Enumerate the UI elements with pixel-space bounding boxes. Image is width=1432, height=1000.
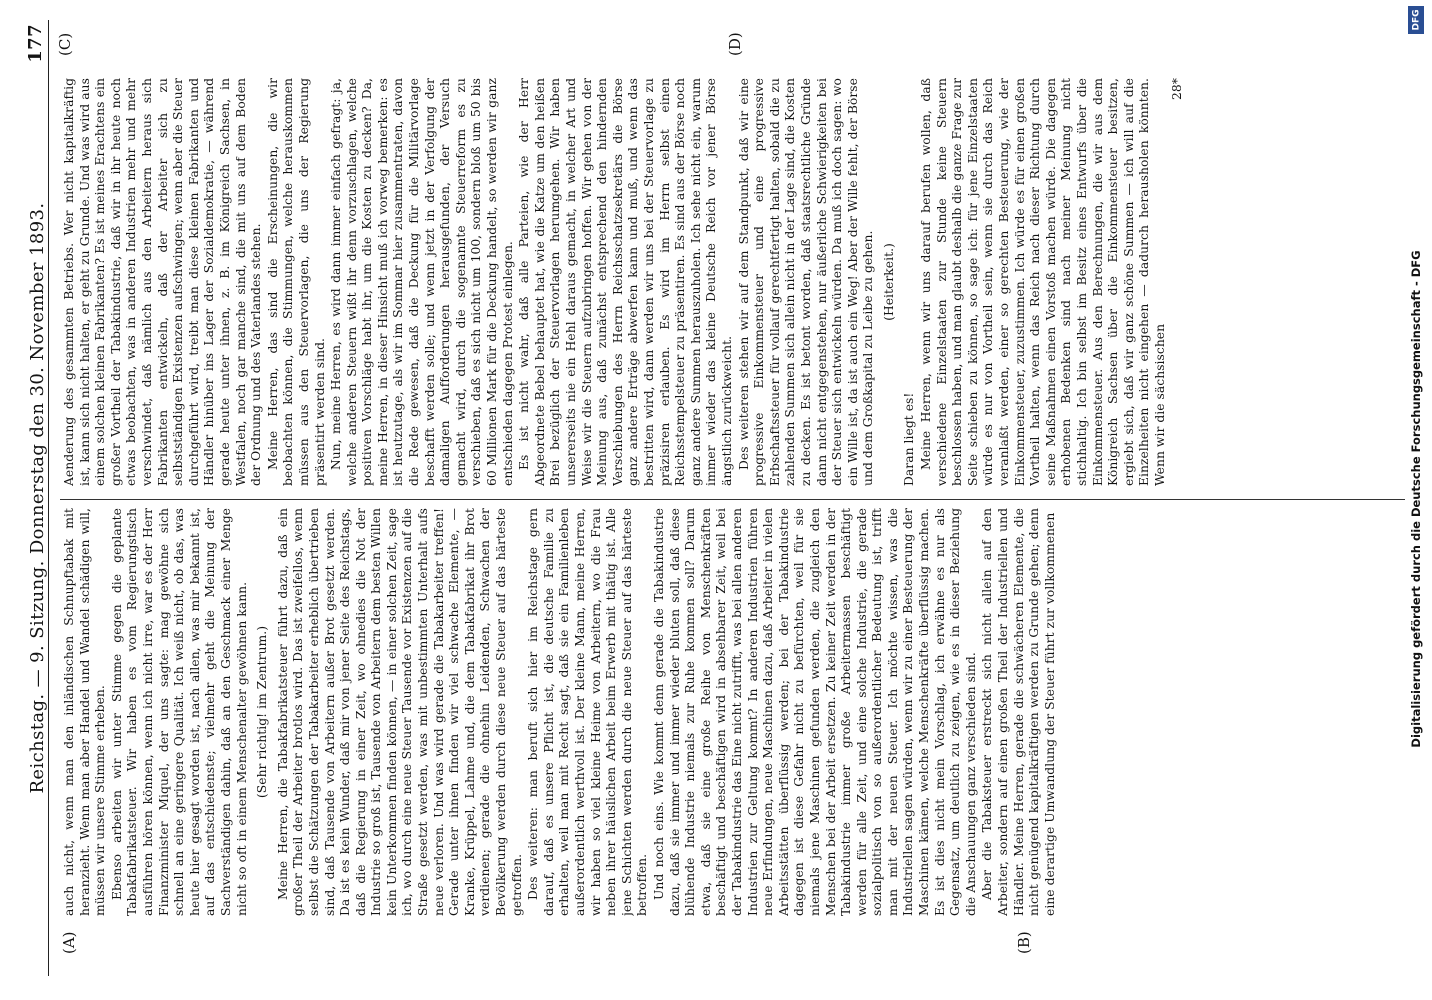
right-column xyxy=(62,78,1407,486)
paragraph: Des weiteren: man beruft sich hier im Reichstage gern darauf, daß es unsere Pflicht ist, die deutsche Familie zu erhalten, weil man mit Recht sagt, daß sie ein Familienleben außerordentlich werthvoll ist. Der kleine Mann, meine Herren, wir haben so viel kleine Heime von Arbeitern, wo die Frau neben ihrer häuslichen Arbeit beim Erwerb mit thätig ist. Alle jene Schichten werden durch die neue Steuer auf das härteste betroffen. xyxy=(526,508,650,916)
paragraph: Nun, meine Herren, es wird dann immer einfach gefragt: ja, welche anderen Steuern wißt ihr denn vorzuschlagen, welche positiven Vorschläge habt ihr, um die Kosten zu decken? Da, meine Herren, in dieser Hinsicht muß ich vorweg bemerken: es ist heutzutage, als wir im Sommar hier zusammentraten, davon die Rede gewesen, daß die Deckung für die Militärvorlage beschafft werden solle; und wenn jetzt in der Verfolgung der damaligen Aufforderungen herausgefunden, der Versuch gemacht wird, durch die sogenannte Steuerreform es zu verschieben, daß es sich nicht um 100, sondern bloß um 50 bis 60 Millionen Mark für die Deckung handelt, so werden wir ganz entschieden dagegen Protest einlegen. xyxy=(329,78,515,486)
margin-letter-b: (B) xyxy=(1015,931,1033,954)
dfg-watermark-text: Digitalisierung gefördert durch die Deutsche Forschungsgemeinschaft - DFG xyxy=(1409,250,1423,748)
rotated-page xyxy=(10,0,1422,1000)
paragraph: Meine Herren, die Tabakfabrikatsteuer führt dazu, daß ein großer Theil der Arbeiter brotlos wird. Das ist zweifellos, wenn selbst die Schätzungen der Tabakarbeiter erheblich übertrieben sind, daß Tausende von Arbeitern außer Brot gesetzt werden. Da ist es kein Wunder, daß mir von jener Seite des Reichstags, daß die Regierung in einer Zeit, wo ohnedies die Not der Industrie so groß ist, Tausende von Arbeitern dem besten Willen kein Unterkommen finden können, — in einer solchen Zeit, sage ich, wo durch eine neue Steuer Tausende vor Existenzen auf die Straße gesetzt werden, was mit unbestimmten Unterhalt aufs neue verloren. Und was wird gerade die Tabakarbeiter treffen! Gerade unter ihnen finden wir viel schwache Elemente, — Kranke, Krüppel, Lahme und, die dem Tabakfabrikat ihr Brot verdienen; gerade die ohnehin Leidenden, Schwachen der Bevölkerung werden durch diese neue Steuer auf das härteste getroffen. xyxy=(275,508,524,916)
margin-letter-c: (C) xyxy=(56,32,74,56)
page-header xyxy=(18,20,49,976)
paragraph: Des weiteren stehen wir auf dem Standpunkt, daß wir eine progressive Einkommensteuer und eine progressive Erbschaftssteuer für vollauf gerechtfertigt halten, sobald die zu zahlenden Summen sich allein nicht in der Lage sind, die Kosten zu decken. Es ist betont worden, daß staatsrechtliche Gründe dann nicht entgegenstehen, nur äußerliche Schwierigkeiten bei der Steuer sich entwickeln würden. Da muß ich doch sagen: wo ein Wille ist, da ist auch ein Weg! Aber der Wille fehlt, der Börse und dem Großkapital zu Leibe zu gehen. xyxy=(736,78,876,486)
margin-letter-d: (D) xyxy=(726,32,744,56)
header-title: Reichstag. — 9. Sitzung. Donnerstag den 30. November 1893. xyxy=(27,202,48,794)
paragraph: Meine Herren, wenn wir uns darauf berufen wollen, daß verschiedene Einzelstaaten zur Stunde keine Steuern beschlossen haben, und man glaubt deshalb die ganze Frage zur Seite schieben zu können, so sage ich: für jene Einzelstaaten würde es nur von Vortheil sein, wenn sie durch das Reich veranlaßt werden, einer so gerechten Besteuerung, wie der Einkommensteuer, zuzustimmen. Ich würde es für einen großen Vortheil halten, wenn das Reich nach dieser Richtung durch seine Maßnahmen einen Vorstoß machen würde. Die dagegen erhobenen Bedenken sind nach meiner Meinung nicht stichhaltig. Ich bin selbst im Besitz eines Entwurfs über die Einkommensteuer. Aus den Berechnungen, die wir aus dem Königreich Sachsen über die Einkommensteuer besitzen, ergiebt sich, daß wir ganz schöne Summen — ich will auf die Einzelheiten nicht eingehen — dadurch herausholen könnten. Wenn wir die sächsischen xyxy=(919,78,1167,486)
interjection: (Heiterkeit.) xyxy=(881,243,896,321)
paragraph: Und noch eins. Wie kommt denn gerade die Tabakindustrie dazu, daß sie immer und immer wieder bluten soll, daß diese blühende Industrie niemals zur Ruhe kommen soll? Darum etwa, daß sie eine große Reihe von Menschenkräften beschäftigt und beschäftigen wird in absehbarer Zeit, weil bei der Tabakindustrie das Eine nicht zutrifft, was bei allen anderen Industrien zur Geltung kommt? In anderen Industrien führen neue Erfindungen, neue Maschinen dazu, daß Arbeiter in vielen Arbeitsstätten überflüssig werden; bei der Tabakindustrie dagegen ist diese Gefahr nicht zu befürchten, weil für sie niemals jene Maschinen gefunden werden, die zugleich den Menschen bei der Arbeit ersetzen. Zu keiner Zeit werden in der Tabakindustrie immer große Arbeitermassen beschäftigt werden für alle Zeit, und eine solche Industrie, die gerade sozialpolitisch von so außerordentlicher Bedeutung ist, trifft man mit der neuen Steuer. Ich möchte wissen, was die Industriellen sagen würden, wenn wir zu einer Besteuerung der Maschinen kämen, welche Menschenkräfte überflüssig machen. Es ist dies nicht mein Vorschlag, ich erwähne es nur als Gegensatz, um deutlich zu zeigen, wie es in dieser Beziehung die Anschauungen ganz verschieden sind. xyxy=(651,508,978,916)
paragraph: Aber die Tabaksteuer erstreckt sich nicht allein auf den Arbeiter, sondern auf einen großen Theil der Industriellen und Händler. Meine Herren, gerade die schwächeren Elemente, die nicht genügend kapitalkräftigen werden zu Grunde gehen; denn eine derartige Umwandlung der Steuer führt zur vollkommenen xyxy=(980,508,1057,916)
dfg-logo-icon: DFG xyxy=(1408,6,1424,34)
left-column xyxy=(62,508,1407,916)
paragraph: Meine Herren, das sind die Erscheinungen, die wir beobachten können, die Stimmungen, welche herauskommen müssen aus den Steuervorlagen, die uns der Regierung präsentirt werden sind. xyxy=(265,78,327,486)
paragraph: Aenderung des gesammten Betriebs. Wer nicht kapitalkräftig ist, kann sich nicht halten, er geht zu Grunde. Und was wird aus einem solchen kleinen Fabrikanten? Es ist meines Erachtens ein großer Vortheil der Tabakindustrie, daß wir in ihr heute noch etwas beobachten, was in anderen Industrien mehr und mehr verschwindet, daß nämlich aus den Arbeitern heraus sich Fabrikanten entwickeln, daß der Arbeiter sich zu selbstständigen Existenzen aufschwingen; wenn aber die Steuer durchgeführt wird, treibt man diese kleinen Fabrikanten und Händler hinüber ins Lager der Sozialdemokratie, — während gerade heute unter ihnen, z. B. im Königreich Sachsen, in Westfalen, noch gar manche sind, die mit uns auf dem Boden der Ordnung und des Vaterlandes stehen. xyxy=(62,78,264,486)
paragraph: Es ist nicht wahr, daß alle Parteien, wie der Herr Abgeordnete Bebel behauptet hat, wie die Katze um den heißen Brei bezüglich der Steuervorlagen herumgehen. Wir haben unsererseits nie ein Hehl daraus gemacht, in welcher Art und Weise wir die Steuern aufzubringen hoffen. Wir gehen von der Meinung aus, daß zunächst entsprechend den hindernden Verschiebungen des Herrn Reichsschatzsekretärs die Börse ganz andere Erträge abwerfen kann und muß, und wenn das bestritten wird, dann werden wir uns bei der Steuervorlage zu präzisiren erlauben. Es wird im Herrn selbst einen Reichsstempelsteuer zu präsentiren. Es sind aus der Börse noch ganz andere Summen herauszuholen. Ich sehe nicht ein, warum immer wieder das kleine Deutsche Reich vor jener Börse ängstlich zurückweicht. xyxy=(517,78,734,486)
interjection: (Sehr richtig! im Zentrum.) xyxy=(255,625,270,799)
paragraph: Ebenso arbeiten wir unter Stimme gegen die geplante Tabakfabrikatsteuer. Wir haben es vom Regierungstisch ausführen hören können, wenn ich nicht irre, war es der Herr Finanzminister Miquel, der uns sagte: mag gewöhne sich schnell an eine geringere Qualität. Ich weiß nicht, ob das, was heute hier gesagt worden ist, nach allen, was mir bekannt ist, auf das entschiedenste; vielmehr geht die Meinung der Sachverständigen dahin, daß an den Geschmack einer Menge nicht so oft in einem Menschenalter gewöhnen kann. xyxy=(109,508,249,916)
signature-mark: 28* xyxy=(1169,78,1184,100)
margin-letter-a: (A) xyxy=(60,931,78,954)
page-number: 177 xyxy=(25,24,46,63)
column-divider xyxy=(60,499,1405,500)
dfg-watermark xyxy=(1406,4,1426,994)
paragraph: Daran liegt es! xyxy=(902,392,917,486)
paragraph: auch nicht, wenn man den inländischen Schnupftabak mit heranzieht. Wenn man aber Handel und Wandel schädigen will, müssen wir unsere Stimme erheben. xyxy=(62,508,108,916)
